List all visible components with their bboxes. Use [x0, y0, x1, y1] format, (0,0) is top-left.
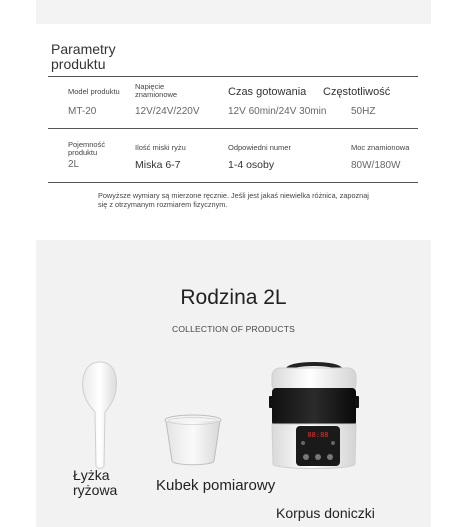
rice-cooker-image — [269, 360, 359, 472]
bowls-cell — [135, 144, 186, 171]
capacity-value: 2L — [68, 159, 80, 170]
voltage-value: 12V/24V/220V — [135, 106, 200, 117]
model-value: MT-20 — [68, 106, 97, 117]
table-top-rule — [48, 76, 418, 77]
frequency-cell — [323, 86, 390, 117]
frequency-label: Częstotliwość — [323, 86, 391, 98]
measuring-cup-image — [163, 413, 223, 469]
family-subtitle: COLLECTION OF PRODUCTS — [172, 324, 295, 334]
bowls-value: Miska 6-7 — [135, 159, 181, 171]
pot-label: Korpus doniczki — [276, 505, 375, 521]
spoon-label: Łyżka ryżowa — [73, 467, 118, 498]
rice-spoon-image — [80, 358, 120, 473]
capacity-label: Pojemność produktu — [68, 140, 106, 157]
top-band — [36, 0, 431, 24]
frequency-value: 50HZ — [351, 106, 376, 117]
model-cell — [68, 88, 120, 117]
cooker-display-text: 88:88 — [307, 431, 329, 439]
parameters-title: Parametry produktu — [51, 41, 116, 72]
capacity-cell — [68, 141, 105, 170]
product-parameters-section — [36, 24, 431, 220]
product-family-section — [36, 240, 431, 527]
power-label: Moc znamionowa — [351, 143, 410, 152]
people-cell — [228, 144, 291, 171]
model-label: Model produktu — [68, 87, 120, 96]
time-label: Czas gotowania — [228, 86, 307, 98]
people-value: 1-4 osoby — [228, 159, 275, 171]
table-bottom-rule — [48, 182, 418, 183]
family-title: Rodzina 2L — [180, 286, 287, 309]
table-middle-rule — [48, 128, 418, 129]
voltage-label: Napięcie znamionowe — [135, 82, 178, 99]
measurement-note: Powyższe wymiary są mierzone ręcznie. Jeśli jest jakaś niewielka różnica, zapoznaj się z otrzymanym rozmiarem fizycznym. — [98, 191, 369, 209]
time-value: 12V 60min/24V 30min — [228, 106, 327, 117]
power-value: 80W/180W — [351, 160, 401, 171]
bowls-label: Ilość miski ryżu — [135, 143, 186, 152]
time-cell — [228, 86, 326, 117]
power-cell — [351, 144, 409, 171]
people-label: Odpowiedni numer — [228, 143, 291, 152]
cup-label: Kubek pomiarowy — [156, 477, 276, 494]
voltage-cell — [135, 83, 200, 117]
